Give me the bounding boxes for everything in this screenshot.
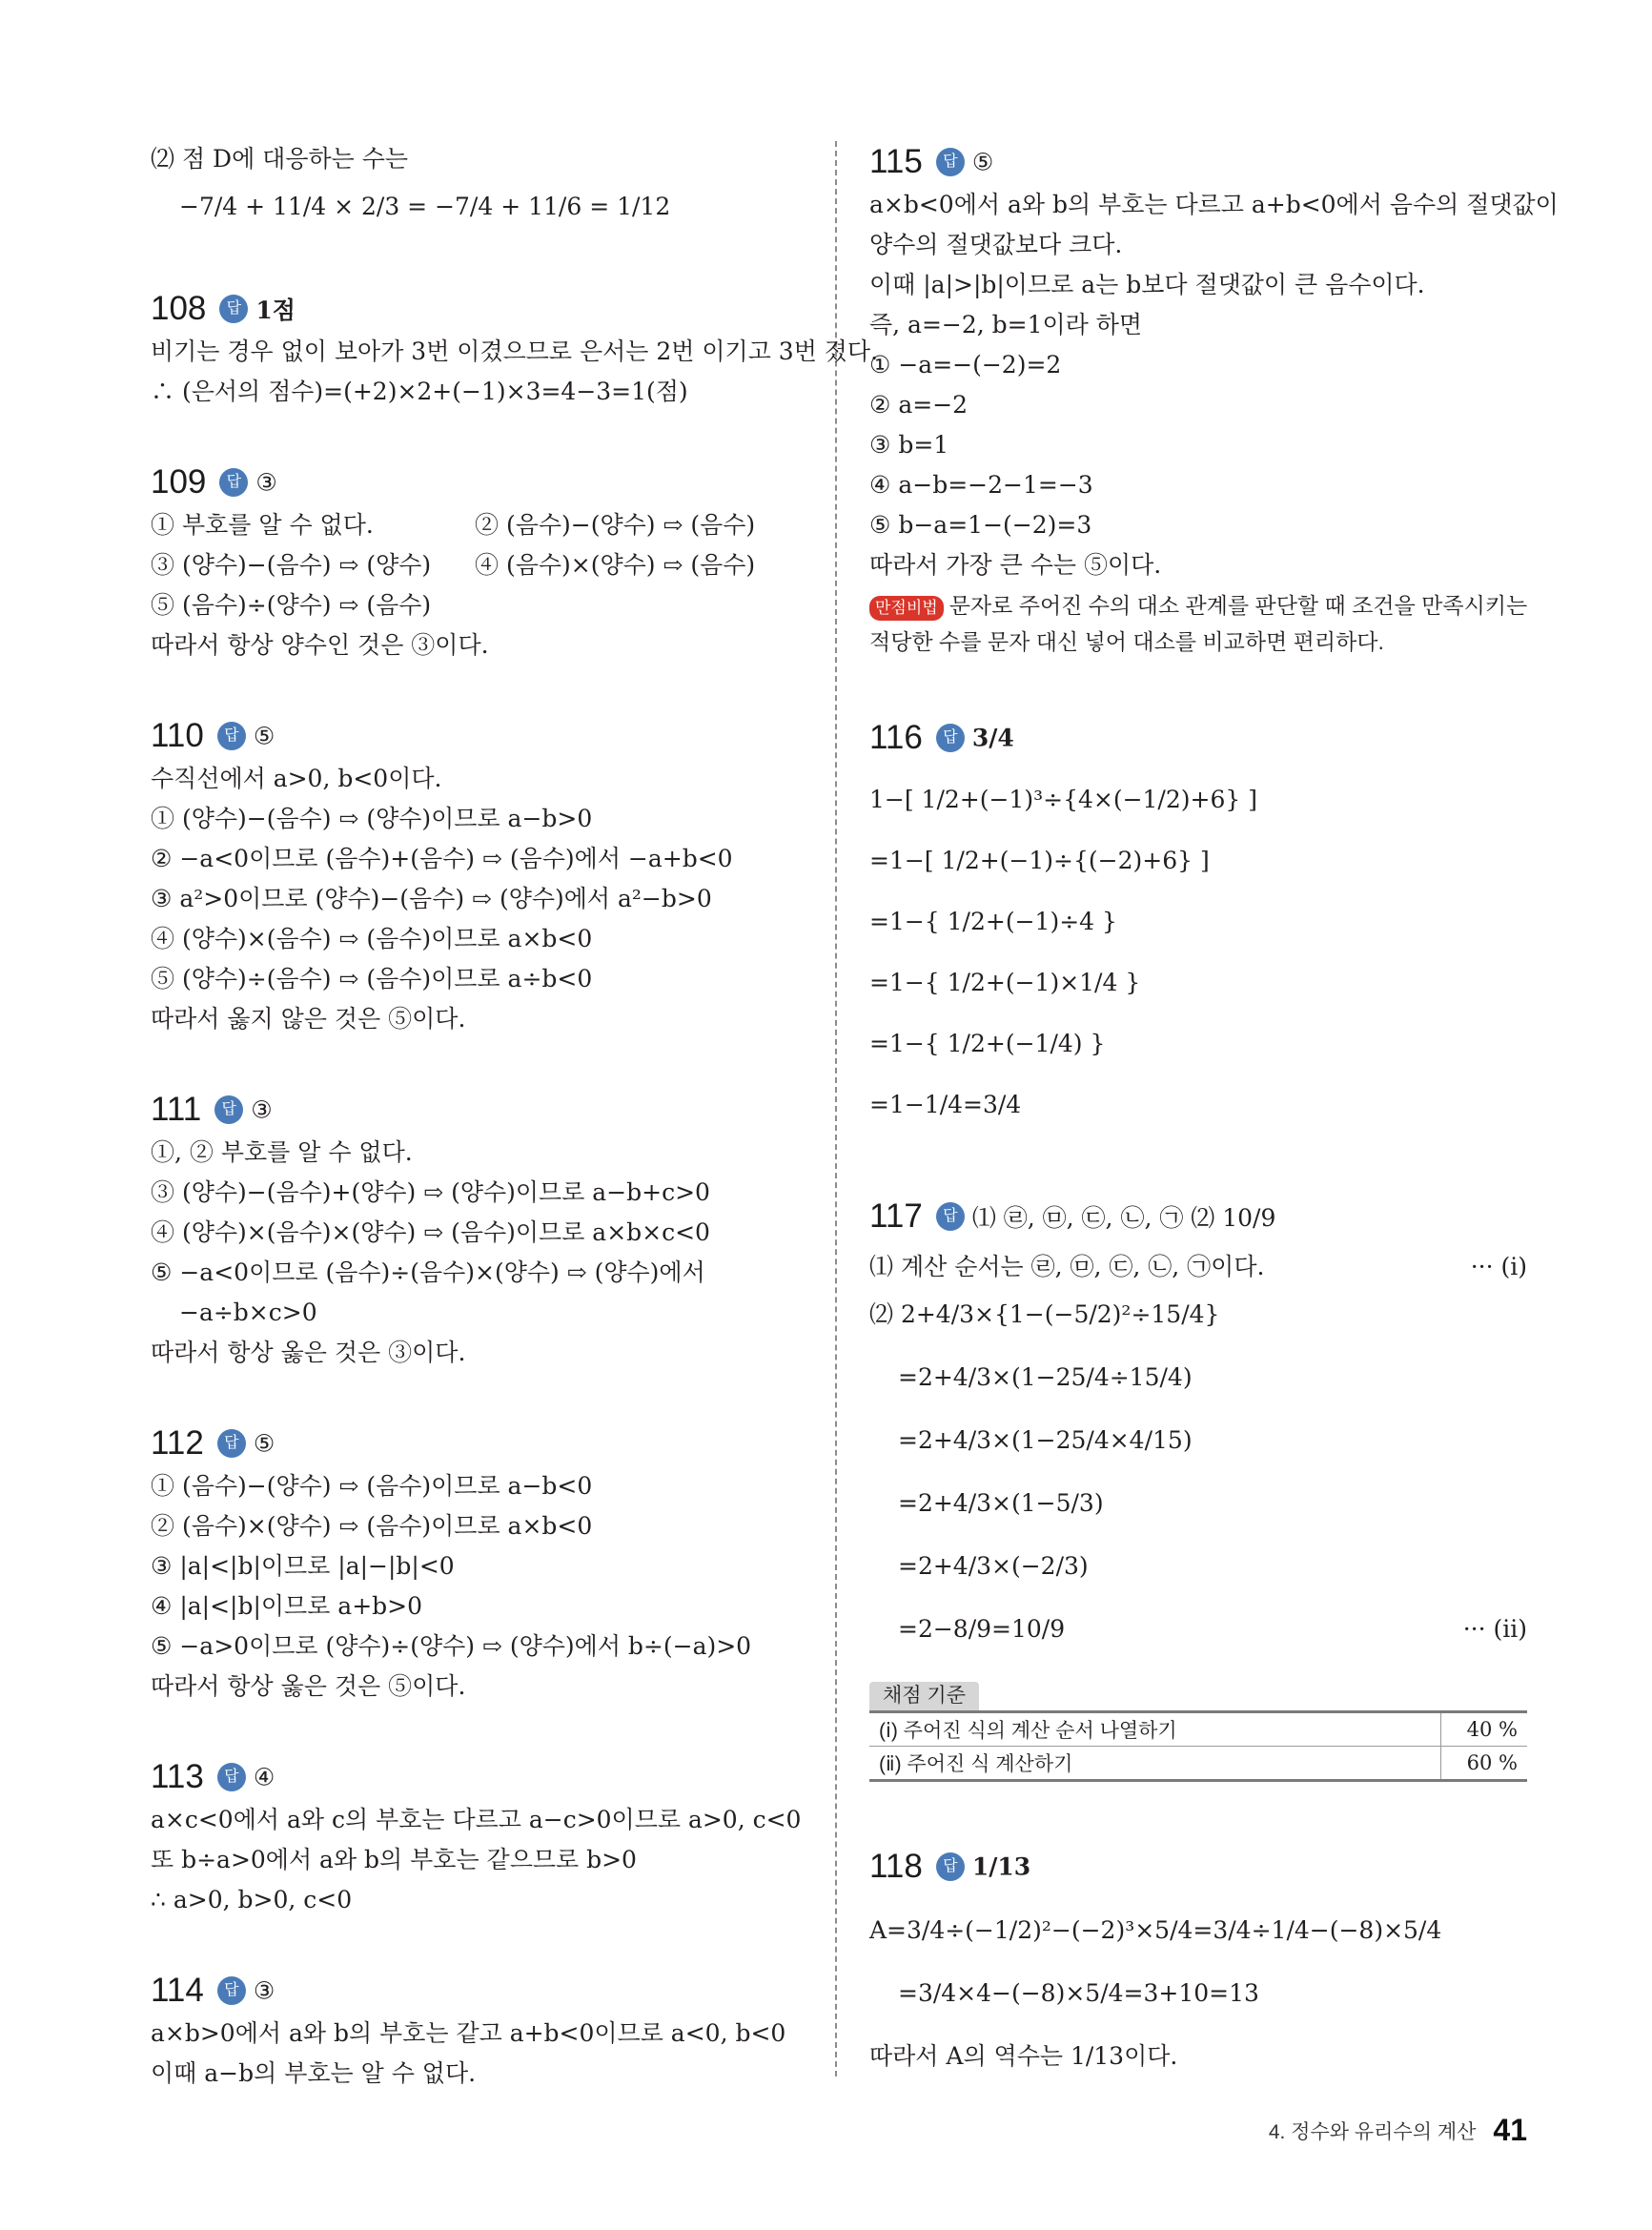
solution-line: ④ (양수)×(음수) ⇨ (음수)이므로 a×b<0	[151, 925, 593, 952]
solution-line: 따라서 옳지 않은 것은 ⑤이다.	[151, 1005, 466, 1033]
problem-number: 108	[151, 290, 207, 327]
answer-badge: 답	[214, 1095, 243, 1124]
solution-line: ④ (음수)×(양수) ⇨ (음수)	[475, 551, 756, 579]
solution-line: ③ (양수)−(음수) ⇨ (양수)	[151, 551, 432, 579]
tip-text: 적당한 수를 문자 대신 넣어 대소를 비교하면 편리하다.	[869, 629, 1384, 654]
answer-value: 3/4	[971, 724, 1014, 752]
solution-line: ③ |a|<|b|이므로 |a|−|b|<0	[151, 1552, 455, 1580]
answer-value: ⑴ ㉣, ㉤, ㉢, ㉡, ㉠ ⑵ 10/9	[971, 1204, 1276, 1232]
equation-line: =1−{ 1/2+(−1)×1/4 }	[869, 969, 1141, 996]
criteria-label: (ⅰ) 주어진 식의 계산 순서 나열하기	[869, 1712, 1441, 1747]
solution-line: ③ a²>0이므로 (양수)−(음수) ⇨ (양수)에서 a²−b>0	[151, 885, 712, 912]
tip-line	[869, 589, 1527, 622]
solution-line: 따라서 A의 역수는 1/13이다.	[869, 2042, 1178, 2070]
problem-number: 115	[869, 143, 923, 180]
problem-header-109	[151, 463, 277, 505]
answer-value: 1점	[255, 297, 296, 324]
problem-number: 116	[869, 719, 923, 756]
answer-value: ③	[253, 1976, 275, 2005]
solution-line: a×b>0에서 a와 b의 부호는 같고 a+b<0이므로 a<0, b<0	[151, 2019, 786, 2047]
solution-line: 비기는 경우 없이 보아가 3번 이겼으므로 은서는 2번 이기고 3번 졌다.	[151, 338, 879, 365]
scoring-table	[869, 1710, 1527, 1782]
problem-header-115	[869, 143, 993, 185]
column-divider	[835, 141, 837, 2077]
solution-line: ④ |a|<|b|이므로 a+b>0	[151, 1592, 423, 1620]
table-row	[869, 1747, 1527, 1781]
solution-line: ⑵ 점 D에 대응하는 수는	[151, 145, 409, 173]
table-row	[869, 1712, 1527, 1747]
problem-number: 117	[869, 1197, 923, 1235]
equation-line: =1−1/4=3/4	[869, 1091, 1022, 1118]
equation-line: 1−[ 1/2+(−1)³÷{4×(−1/2)+6} ]	[869, 786, 1257, 813]
scoring-criteria	[869, 1682, 1527, 1782]
problem-number: 114	[151, 1972, 204, 2009]
equation-line: −7/4 + 11/4 × 2/3 = −7/4 + 11/6 = 1/12	[179, 193, 671, 220]
solution-line: ∴ (은서의 점수)=(+2)×2+(−1)×3=4−3=1(점)	[151, 378, 688, 405]
answer-value: ③	[255, 468, 277, 497]
solution-line: ⑤ −a<0이므로 (음수)÷(음수)×(양수) ⇨ (양수)에서	[151, 1258, 705, 1286]
answer-badge: 답	[936, 1852, 965, 1881]
answer-badge: 답	[217, 1429, 246, 1458]
tip-badge: 만점비법	[869, 596, 944, 621]
problem-header-112	[151, 1424, 275, 1466]
equation-line: =1−[ 1/2+(−1)÷{(−2)+6} ]	[869, 847, 1210, 874]
equation-line: =2+4/3×(1−25/4×4/15)	[898, 1426, 1193, 1454]
answer-value: 1/13	[971, 1852, 1031, 1881]
equation-line: =2+4/3×(−2/3)	[898, 1552, 1089, 1580]
solution-line: ① (양수)−(음수) ⇨ (양수)이므로 a−b>0	[151, 805, 593, 832]
scoring-title: 채점 기준	[869, 1682, 979, 1710]
equation-line: =2+4/3×(1−5/3)	[898, 1489, 1104, 1517]
problem-header-108	[151, 290, 296, 332]
criteria-percent: 60 %	[1441, 1747, 1528, 1781]
problem-header-114	[151, 1972, 275, 2014]
problem-header-113	[151, 1758, 275, 1800]
solution-line: 이때 a−b의 부호는 알 수 없다.	[151, 2059, 477, 2087]
answer-badge: 답	[936, 724, 965, 752]
equation-line	[869, 1613, 1527, 1646]
answer-badge: 답	[936, 148, 965, 176]
solution-line: ⑤ b−a=1−(−2)=3	[869, 511, 1092, 539]
solution-line: ⑤ (양수)÷(음수) ⇨ (음수)이므로 a÷b<0	[151, 965, 593, 992]
solution-line: ④ a−b=−2−1=−3	[869, 471, 1093, 499]
chapter-label: 4. 정수와 유리수의 계산	[1268, 2120, 1477, 2143]
problem-header-110	[151, 717, 275, 759]
solution-line: ⑤ −a>0이므로 (양수)÷(양수) ⇨ (양수)에서 b÷(−a)>0	[151, 1632, 752, 1660]
answer-badge: 답	[217, 1763, 246, 1791]
solution-line: ② −a<0이므로 (음수)+(음수) ⇨ (음수)에서 −a+b<0	[151, 845, 733, 872]
solution-line: a×c<0에서 a와 c의 부호는 다르고 a−c>0이므로 a>0, c<0	[151, 1806, 802, 1833]
solution-line: ④ (양수)×(음수)×(양수) ⇨ (음수)이므로 a×b×c<0	[151, 1218, 710, 1246]
problem-header-116	[869, 719, 1014, 761]
answer-value: ⑤	[253, 722, 275, 750]
problem-number: 111	[151, 1091, 202, 1128]
problem-number: 109	[151, 463, 207, 501]
solution-line: 또 b÷a>0에서 a와 b의 부호는 같으므로 b>0	[151, 1846, 637, 1873]
solution-line: ① −a=−(−2)=2	[869, 351, 1062, 378]
equation-line: =1−{ 1/2+(−1/4) }	[869, 1030, 1106, 1057]
problem-number: 110	[151, 717, 204, 754]
solution-line: 따라서 가장 큰 수는 ⑤이다.	[869, 551, 1162, 579]
equation-line: =1−{ 1/2+(−1)÷4 }	[869, 908, 1117, 935]
solution-line: ∴ a>0, b>0, c<0	[151, 1886, 353, 1913]
page-footer	[1269, 2113, 1527, 2148]
solution-line: −a÷b×c>0	[179, 1299, 317, 1326]
criteria-percent: 40 %	[1441, 1712, 1528, 1747]
problem-header-118	[869, 1848, 1030, 1890]
problem-number: 112	[151, 1424, 204, 1462]
solution-line: ⑤ (음수)÷(양수) ⇨ (음수)	[151, 591, 432, 619]
solution-line: ③ b=1	[869, 431, 949, 459]
solution-line: ② a=−2	[869, 391, 969, 419]
solution-line: ①, ② 부호를 알 수 없다.	[151, 1138, 413, 1166]
solution-line: 따라서 항상 옳은 것은 ⑤이다.	[151, 1672, 466, 1700]
problem-header-111	[151, 1091, 273, 1133]
answer-badge: 답	[219, 468, 248, 497]
equation-line: =3/4×4−(−8)×5/4=3+10=13	[898, 1979, 1259, 2007]
solution-line: 따라서 항상 양수인 것은 ③이다.	[151, 631, 489, 659]
step-mark: ··· (ⅰ)	[1470, 1253, 1527, 1280]
solution-text: ⑴ 계산 순서는 ㉣, ㉤, ㉢, ㉡, ㉠이다.	[869, 1253, 1265, 1280]
solution-line: 즉, a=−2, b=1이라 하면	[869, 311, 1143, 338]
solution-line: 따라서 항상 옳은 것은 ③이다.	[151, 1339, 466, 1366]
answer-value: ④	[253, 1763, 275, 1791]
problem-number: 113	[151, 1758, 204, 1795]
answer-value: ⑤	[253, 1429, 275, 1458]
solution-line: 수직선에서 a>0, b<0이다.	[151, 765, 442, 792]
problem-header-117	[869, 1197, 1275, 1239]
answer-badge: 답	[217, 722, 246, 750]
solution-line: 양수의 절댓값보다 크다.	[869, 231, 1123, 258]
answer-value: ③	[251, 1095, 273, 1124]
solution-line: 이때 |a|>|b|이므로 a는 b보다 절댓값이 큰 음수이다.	[869, 271, 1425, 298]
equation-line: A=3/4÷(−1/2)²−(−2)³×5/4=3/4÷1/4−(−8)×5/4	[869, 1916, 1442, 1944]
solution-line: ② (음수)×(양수) ⇨ (음수)이므로 a×b<0	[151, 1512, 593, 1540]
equation-line: ⑵ 2+4/3×{1−(−5/2)²÷15/4}	[869, 1300, 1220, 1328]
tip-text: 문자로 주어진 수의 대소 관계를 판단할 때 조건을 만족시키는	[948, 593, 1528, 618]
equation-text: =2−8/9=10/9	[898, 1615, 1066, 1643]
step-mark: ··· (ⅱ)	[1462, 1615, 1527, 1643]
problem-number: 118	[869, 1848, 923, 1885]
page-number: 41	[1493, 2113, 1527, 2147]
equation-line: =2+4/3×(1−25/4÷15/4)	[898, 1363, 1193, 1391]
answer-badge: 답	[936, 1202, 965, 1231]
answer-value: ⑤	[971, 148, 994, 176]
solution-line: ② (음수)−(양수) ⇨ (음수)	[475, 511, 756, 539]
solution-line	[869, 1251, 1527, 1283]
solution-line: ① 부호를 알 수 없다.	[151, 511, 374, 539]
answer-badge: 답	[217, 1976, 246, 2005]
solution-line: ③ (양수)−(음수)+(양수) ⇨ (양수)이므로 a−b+c>0	[151, 1178, 710, 1206]
criteria-label: (ⅱ) 주어진 식 계산하기	[869, 1747, 1441, 1781]
answer-badge: 답	[219, 295, 248, 323]
solution-line: ① (음수)−(양수) ⇨ (음수)이므로 a−b<0	[151, 1472, 593, 1500]
solution-line: a×b<0에서 a와 b의 부호는 다르고 a+b<0에서 음수의 절댓값이	[869, 191, 1559, 218]
